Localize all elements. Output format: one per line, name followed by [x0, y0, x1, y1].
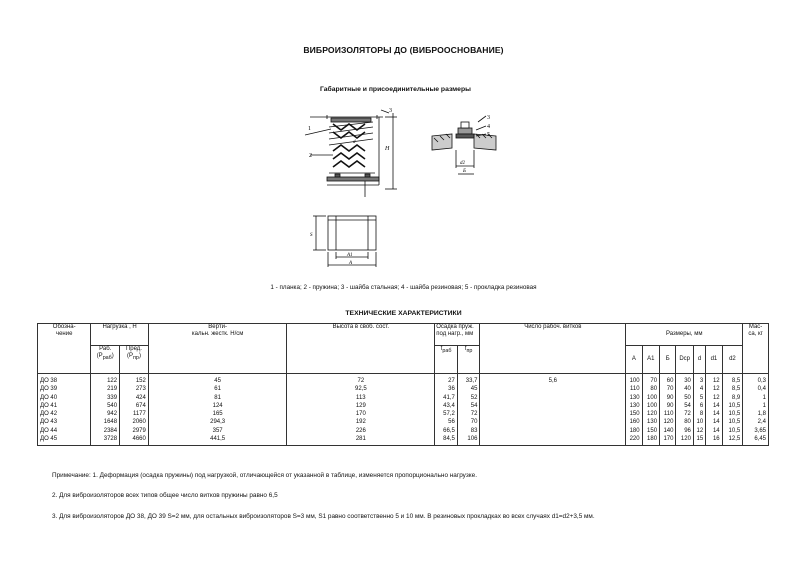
table-row [38, 418, 769, 426]
dim-label-b: Б [463, 169, 466, 174]
cell-mass: 6,45 [743, 435, 769, 446]
callout-3-detail: 3 [487, 115, 490, 121]
cell-a: 220 [626, 435, 642, 446]
cell-mass: 0,3 [743, 374, 769, 386]
cell-p_max: 4660 [120, 435, 149, 446]
table-row [38, 410, 769, 418]
cell-a: 180 [626, 427, 642, 435]
cell-d: 6 [693, 402, 705, 410]
cell-b: 70 [660, 385, 676, 393]
cell-p_work: 339 [91, 394, 120, 402]
table-row [38, 394, 769, 402]
cell-name: ДО 42 [38, 410, 91, 418]
cell-b: 170 [660, 435, 676, 446]
cell-height: 226 [287, 427, 435, 435]
table-row [38, 385, 769, 393]
col-load-work: Раб. $(P_{раб})$ [91, 346, 120, 374]
cell-a1: 80 [642, 385, 659, 393]
col-dim-d1: d1 [706, 346, 722, 374]
cell-f_max: 83 [457, 427, 480, 435]
cell-a: 130 [626, 394, 642, 402]
col-load: Нагрузка , Н [91, 324, 148, 346]
cell-f_work: 36 [435, 385, 458, 393]
cell-stiff: 61 [148, 385, 287, 393]
callout-5: 5 [487, 132, 490, 138]
dim-label-d: d [353, 140, 356, 145]
cell-f_max: 52 [457, 394, 480, 402]
cell-b: 90 [660, 402, 676, 410]
col-dim-b: Б [660, 346, 676, 374]
cell-stiff: 165 [148, 410, 287, 418]
col-f-work: $f_{раб}$ [435, 346, 458, 374]
dim-label-d2: d2 [460, 161, 465, 166]
cell-turns [480, 427, 626, 435]
cell-d1: 12 [706, 394, 722, 402]
side-view-drawing [305, 105, 415, 205]
plan-view-drawing [310, 212, 390, 270]
cell-p_max: 424 [120, 394, 149, 402]
cell-f_max: 45 [457, 385, 480, 393]
cell-b: 90 [660, 394, 676, 402]
cell-name: ДО 40 [38, 394, 91, 402]
cell-a: 130 [626, 402, 642, 410]
note-2: 2. Для виброизоляторов всех типов общее число витков пружины равно 6,5 [52, 492, 278, 499]
cell-stiff: 124 [148, 402, 287, 410]
cell-name: ДО 45 [38, 435, 91, 446]
col-designation: Обозна- чение [38, 324, 91, 374]
cell-p_work: 1648 [91, 418, 120, 426]
cell-b: 120 [660, 418, 676, 426]
col-f-max: $f_{пр}$ [457, 346, 480, 374]
cell-dsr: 96 [676, 427, 693, 435]
tech-table [37, 323, 769, 446]
cell-stiff: 441,5 [148, 435, 287, 446]
cell-dsr: 120 [676, 435, 693, 446]
cell-mass: 1,8 [743, 410, 769, 418]
cell-dsr: 50 [676, 394, 693, 402]
cell-stiff: 81 [148, 394, 287, 402]
callout-1: 1 [308, 126, 311, 132]
note-3: 3. Для виброизоляторов ДО 38, ДО 39 S=2 мм, для остальных виброизоляторов S=3 мм, S1 равно соответственно 5 и 10 мм. В резиновых прокладках во всех случаях d1=d2+3,5 мм. [52, 513, 595, 520]
cell-p_max: 2060 [120, 418, 149, 426]
cell-p_work: 2384 [91, 427, 120, 435]
cell-d2: 10,5 [722, 402, 743, 410]
callout-2: 2 [309, 153, 312, 159]
col-dim-a1: A1 [642, 346, 659, 374]
cell-mass: 0,4 [743, 385, 769, 393]
cell-d: 5 [693, 394, 705, 402]
cell-d: 10 [693, 418, 705, 426]
cell-a1: 150 [642, 427, 659, 435]
cell-f_work: 56 [435, 418, 458, 426]
cell-mass: 1 [743, 402, 769, 410]
cell-stiff: 45 [148, 374, 287, 386]
table-title: ТЕХНИЧЕСКИЕ ХАРАКТЕРИСТИКИ [345, 310, 462, 317]
cell-a1: 130 [642, 418, 659, 426]
table-row [38, 374, 769, 386]
dim-label-s: S [310, 233, 313, 238]
col-dim-d2: d2 [722, 346, 743, 374]
table-row [38, 435, 769, 446]
cell-a: 110 [626, 385, 642, 393]
cell-dsr: 80 [676, 418, 693, 426]
cell-a: 100 [626, 374, 642, 386]
cell-a1: 70 [642, 374, 659, 386]
callout-4: 4 [487, 124, 490, 130]
cell-stiff: 357 [148, 427, 287, 435]
cell-height: 281 [287, 435, 435, 446]
cell-d2: 10,5 [722, 427, 743, 435]
cell-p_max: 152 [120, 374, 149, 386]
cell-turns: 5,6 [480, 374, 626, 386]
cell-name: ДО 38 [38, 374, 91, 386]
cell-turns [480, 394, 626, 402]
col-dim-a: A [626, 346, 642, 374]
cell-f_max: 33,7 [457, 374, 480, 386]
cell-a1: 100 [642, 394, 659, 402]
cell-height: 72 [287, 374, 435, 386]
cell-p_work: 942 [91, 410, 120, 418]
col-dims: Размеры, мм [626, 324, 743, 346]
cell-d2: 10,5 [722, 418, 743, 426]
cell-a1: 100 [642, 402, 659, 410]
col-mass: Мас- са, кг [743, 324, 769, 374]
cell-height: 129 [287, 402, 435, 410]
cell-d1: 14 [706, 418, 722, 426]
cell-height: 170 [287, 410, 435, 418]
dim-label-a1: A1 [347, 253, 353, 258]
cell-f_max: 70 [457, 418, 480, 426]
cell-mass: 1 [743, 394, 769, 402]
cell-dsr: 54 [676, 402, 693, 410]
cell-p_work: 219 [91, 385, 120, 393]
cell-f_work: 66,5 [435, 427, 458, 435]
cell-p_max: 2979 [120, 427, 149, 435]
cell-name: ДО 44 [38, 427, 91, 435]
cell-d: 15 [693, 435, 705, 446]
cell-d1: 14 [706, 427, 722, 435]
col-dim-dsr: Dср [676, 346, 693, 374]
note-1: Примечание: 1. Деформация (осадка пружины) под нагрузкой, отличающейся от указанной в таблице, изменяется пропорционально нагрузке. [52, 472, 478, 479]
dim-label-h: H [385, 146, 390, 152]
cell-height: 192 [287, 418, 435, 426]
cell-d1: 12 [706, 385, 722, 393]
drawing-caption: 1 - планка; 2 - пружина; 3 - шайба стальная; 4 - шайба резиновая; 5 - прокладка резиновая [270, 284, 537, 291]
cell-p_max: 273 [120, 385, 149, 393]
cell-name: ДО 39 [38, 385, 91, 393]
cell-dsr: 72 [676, 410, 693, 418]
col-height: Высота в своб. сост. [287, 324, 435, 374]
cell-turns [480, 418, 626, 426]
detail-section-drawing [428, 112, 508, 182]
cell-p_max: 674 [120, 402, 149, 410]
table-body [38, 374, 769, 446]
cell-a1: 120 [642, 410, 659, 418]
table-row [38, 402, 769, 410]
cell-b: 140 [660, 427, 676, 435]
cell-f_work: 84,5 [435, 435, 458, 446]
cell-d: 4 [693, 385, 705, 393]
cell-stiff: 294,3 [148, 418, 287, 426]
cell-d1: 14 [706, 410, 722, 418]
cell-f_work: 43,4 [435, 402, 458, 410]
cell-p_work: 540 [91, 402, 120, 410]
cell-a: 150 [626, 410, 642, 418]
cell-p_max: 1177 [120, 410, 149, 418]
cell-a: 160 [626, 418, 642, 426]
drawing-section-title: Габаритные и присоединительные размеры [320, 86, 471, 93]
cell-d2: 8,5 [722, 385, 743, 393]
cell-d2: 10,5 [722, 410, 743, 418]
cell-d2: 8,5 [722, 374, 743, 386]
cell-dsr: 40 [676, 385, 693, 393]
cell-turns [480, 402, 626, 410]
cell-b: 60 [660, 374, 676, 386]
cell-d: 8 [693, 410, 705, 418]
cell-turns [480, 435, 626, 446]
cell-f_work: 41,7 [435, 394, 458, 402]
cell-f_max: 72 [457, 410, 480, 418]
col-stiffness: Верти- кальн. жестк. Н/см [148, 324, 287, 374]
cell-d2: 8,9 [722, 394, 743, 402]
page-title: ВИБРОИЗОЛЯТОРЫ ДО (ВИБРООСНОВАНИЕ) [303, 45, 504, 55]
cell-d1: 14 [706, 402, 722, 410]
cell-name: ДО 41 [38, 402, 91, 410]
col-load-max: Пред. $(P_{пр})$ [120, 346, 149, 374]
cell-b: 110 [660, 410, 676, 418]
col-deflection: Осадка пруж. под нагр., мм [435, 324, 480, 346]
cell-p_work: 122 [91, 374, 120, 386]
cell-p_work: 3728 [91, 435, 120, 446]
table-row [38, 427, 769, 435]
cell-mass: 2,4 [743, 418, 769, 426]
cell-name: ДО 43 [38, 418, 91, 426]
cell-f_max: 106 [457, 435, 480, 446]
cell-height: 92,5 [287, 385, 435, 393]
cell-d: 3 [693, 374, 705, 386]
cell-d: 12 [693, 427, 705, 435]
cell-f_work: 27 [435, 374, 458, 386]
cell-f_work: 57,2 [435, 410, 458, 418]
cell-d1: 16 [706, 435, 722, 446]
dim-label-a: A [349, 261, 353, 266]
cell-a1: 180 [642, 435, 659, 446]
cell-d1: 12 [706, 374, 722, 386]
col-turns: Число рабоч. витков [480, 324, 626, 374]
cell-f_max: 54 [457, 402, 480, 410]
cell-turns [480, 385, 626, 393]
callout-3: 3 [389, 108, 392, 114]
cell-mass: 3,65 [743, 427, 769, 435]
cell-turns [480, 410, 626, 418]
col-dim-d: d [693, 346, 705, 374]
cell-d2: 12,5 [722, 435, 743, 446]
cell-dsr: 30 [676, 374, 693, 386]
cell-height: 113 [287, 394, 435, 402]
